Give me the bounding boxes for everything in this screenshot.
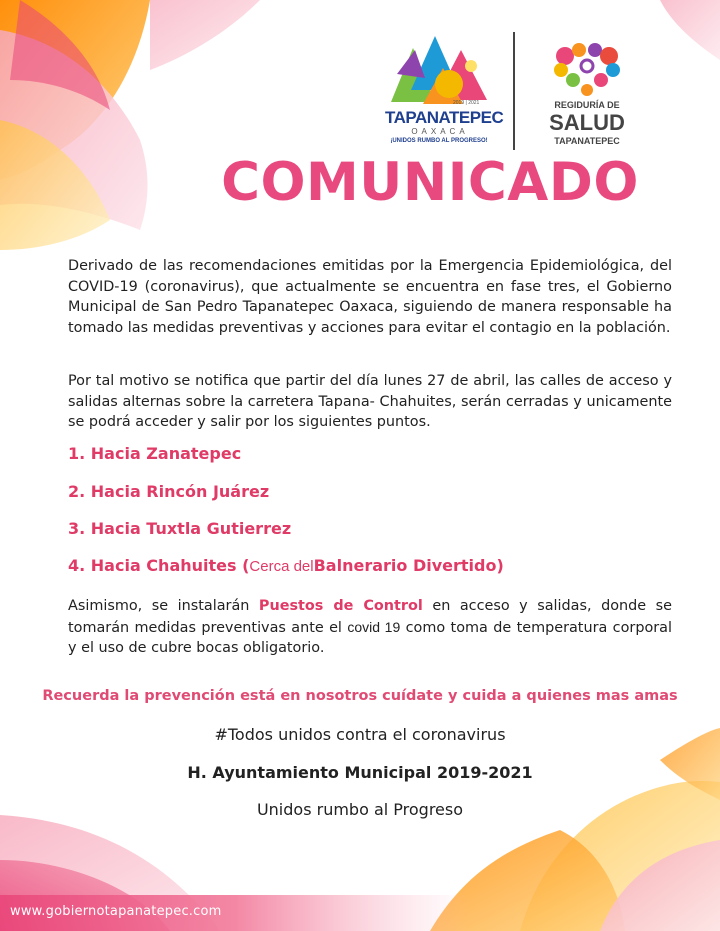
logo-divider bbox=[513, 32, 515, 150]
health-logo-line2: SALUD bbox=[549, 110, 625, 135]
access-point-4-near: Cerca del bbox=[249, 558, 314, 575]
p3-before: Asimismo, se instalarán bbox=[68, 598, 259, 614]
logo-state: OAXACA bbox=[411, 127, 469, 136]
p3-after: como toma de temperatura corporal y el uso de cubre bocas obligatorio. bbox=[68, 619, 672, 656]
prevention-reminder: Recuerda la prevención está en nosotros cuídate y cuida a quienes mas amas bbox=[42, 688, 678, 704]
p3-highlight: Puestos de Control bbox=[258, 598, 423, 614]
health-logo-line1: REGIDURÍA DE bbox=[554, 100, 620, 110]
header-logos bbox=[383, 30, 643, 155]
website-url[interactable]: www.gobiernotapanatepec.com bbox=[10, 904, 222, 919]
logo-years: 2019 | 2021 bbox=[453, 100, 480, 106]
logo-motto: ¡UNIDOS RUMBO AL PROGRESO! bbox=[390, 138, 488, 144]
access-point-1: 1. Hacia Zanatepec bbox=[68, 444, 242, 463]
access-point-3: 3. Hacia Tuxtla Gutierrez bbox=[68, 519, 292, 538]
access-point-4 bbox=[68, 556, 504, 575]
municipality-emblem-icon bbox=[383, 30, 495, 110]
hashtag-line: #Todos unidos contra el coronavirus bbox=[214, 725, 506, 744]
access-point-4-end: Balnerario Divertido) bbox=[313, 556, 504, 575]
access-point-4-start: 4. Hacia Chahuites ( bbox=[68, 556, 250, 575]
paragraph-notice: Por tal motivo se notifica que partir del día lunes 27 de abril, las calles de acceso y salidas alternas sobre la carretera Tapana- Chahuites, serán cerradas y unicamente se podrá acceder y salir por los siguientes puntos. bbox=[68, 373, 672, 430]
municipality-logo bbox=[383, 30, 504, 155]
access-point-2: 2. Hacia Rincón Juárez bbox=[68, 482, 270, 501]
health-heart-icon bbox=[531, 40, 643, 98]
health-office-logo bbox=[531, 40, 643, 155]
municipality-name: H. Ayuntamiento Municipal 2019-2021 bbox=[187, 763, 533, 782]
p3-covid: covid 19 bbox=[347, 618, 401, 635]
page-title: COMUNICADO bbox=[221, 152, 639, 213]
p3-middle: en acceso y salidas, donde se tomarán medidas preventivas ante el bbox=[68, 598, 672, 636]
motto-line: Unidos rumbo al Progreso bbox=[256, 800, 464, 819]
paragraph-intro: Derivado de las recomendaciones emitidas por la Emergencia Epidemiológica, del COVID-19 (coronavirus), que actualmente se encuentra en fase tres, el Gobierno Municipal de San Pedro Tapanatepec Oaxaca, siguiendo de manera responsable ha tomado las medidas preventivas y acciones para evitar el contagio en la población. bbox=[68, 258, 672, 336]
logo-brand: TAPANATEPEC bbox=[385, 108, 504, 127]
health-logo-line3: TAPANATEPEC bbox=[554, 136, 620, 146]
paragraph-control-points bbox=[68, 596, 672, 659]
